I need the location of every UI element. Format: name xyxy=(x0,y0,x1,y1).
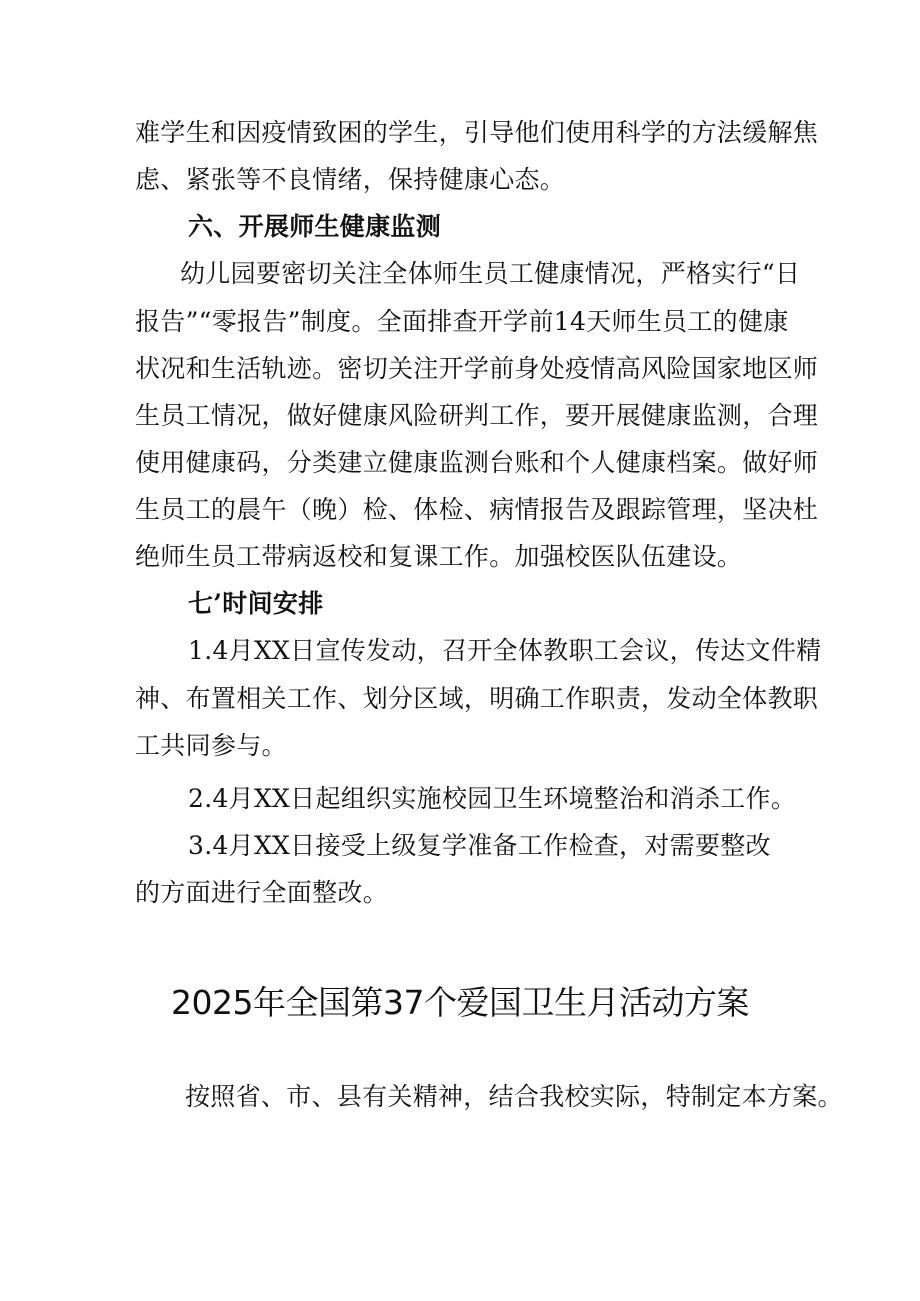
section5-tail-line-2: 虑、紧张等不良情绪，保持健康心态。 xyxy=(135,165,566,194)
section7-item1-line: 1.4月XX日宣传发动，召开全体教职工会议，传达文件精 xyxy=(188,636,822,665)
section6-paragraph-line: 生员工的晨午（晚）检、体检、病情报告及跟踪管理，坚决杜 xyxy=(135,495,819,524)
section6-paragraph-line: 幼儿园要密切关注全体师生员工健康情况，严格实行“日 xyxy=(180,259,801,288)
section7-heading: 七’时间安排 xyxy=(188,589,324,618)
document-title: 2025年全国第37个爱国卫生月活动方案 xyxy=(171,983,749,1022)
section6-paragraph-line: 使用健康码，分类建立健康监测台账和个人健康档案。做好师 xyxy=(135,448,819,477)
section6-paragraph-line: 生员工情况，做好健康风险研判工作，要开展健康监测，合理 xyxy=(135,401,819,430)
section7-item2: 2.4月XX日起组织实施校园卫生环境整治和消杀工作。 xyxy=(188,784,797,813)
section6-paragraph-line: 报告”“零报告”制度。全面排查开学前14天师生员工的健康 xyxy=(135,307,789,336)
section7-item3-line: 的方面进行全面整改。 xyxy=(135,878,389,907)
section7-item1-line: 工共同参与。 xyxy=(135,731,287,760)
section6-paragraph-line: 绝师生员工带病返校和复课工作。加强校医队伍建设。 xyxy=(135,542,743,571)
intro-paragraph: 按照省、市、县有关精神，结合我校实际，特制定本方案。 xyxy=(185,1082,843,1111)
section7-item1-line: 神、布置相关工作、划分区域，明确工作职责，发动全体教职 xyxy=(135,684,819,713)
section6-heading: 六、开展师生健康监测 xyxy=(188,212,442,241)
section5-tail-line-1: 难学生和因疫情致困的学生，引导他们使用科学的方法缓解焦 xyxy=(135,118,819,147)
section7-item3-line: 3.4月XX日接受上级复学准备工作检查，对需要整改 xyxy=(188,831,771,860)
section6-paragraph-line: 状况和生活轨迹。密切关注开学前身处疫情高风险国家地区师 xyxy=(135,354,819,383)
